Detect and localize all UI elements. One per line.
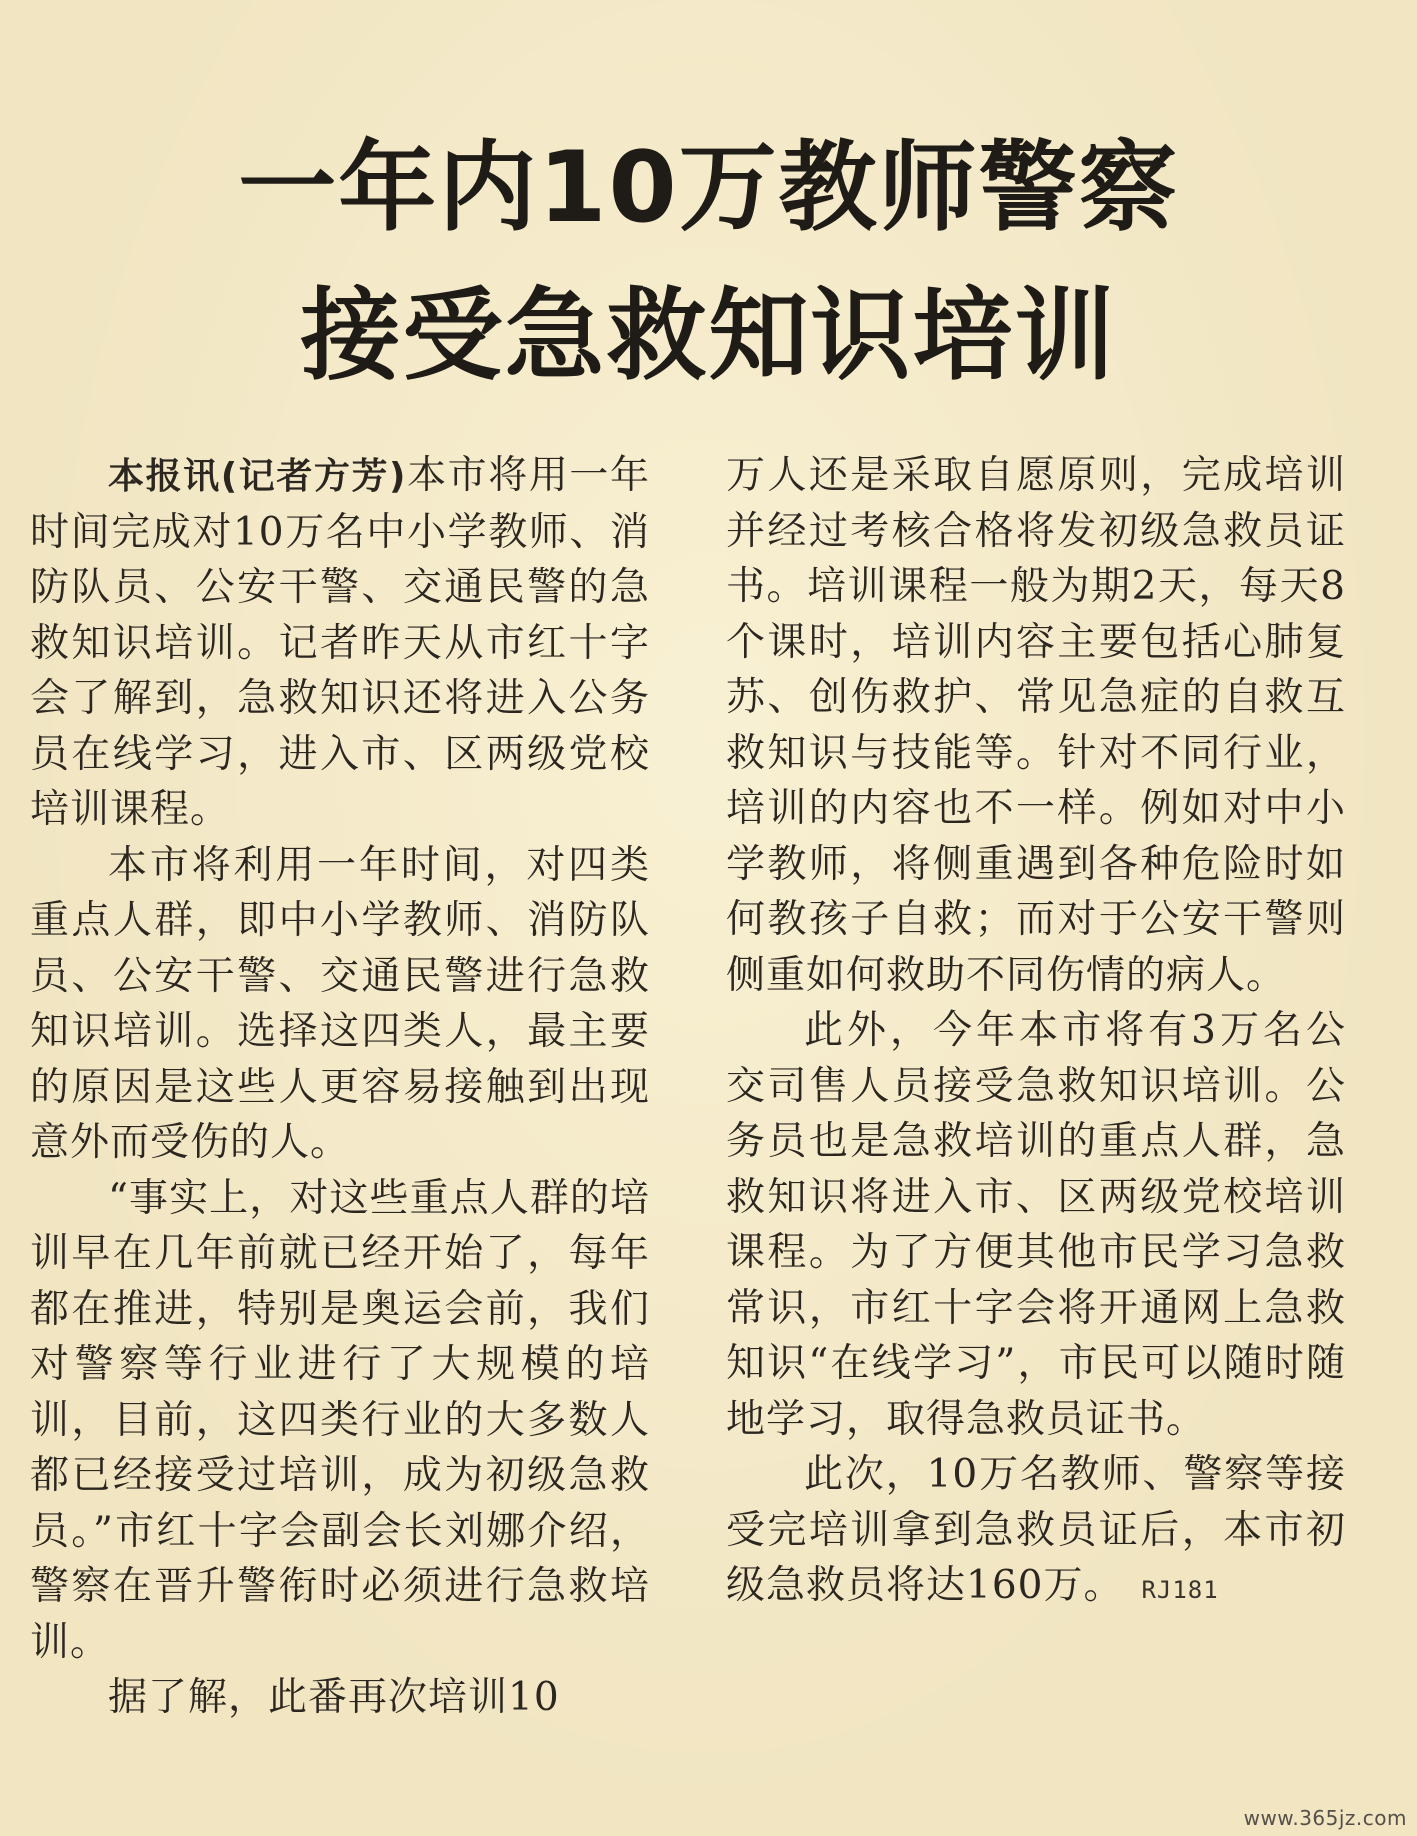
article-paragraph-4-start: 据了解，此番再次培训10 [108, 1675, 560, 1720]
article-paragraph-6 [726, 1447, 1346, 1619]
article-paragraph-1 [30, 448, 650, 838]
byline: 本报讯(记者方芳) [108, 456, 407, 497]
paragraph-6-text: 此次，10万名教师、警察等接受完培训拿到急救员证后，本市初级急救员将达160万。 [726, 1452, 1346, 1608]
editor-signature: RJ181 [1141, 1576, 1219, 1604]
watermark: www.365jz.com [1243, 1806, 1407, 1830]
headline-line-1: 一年内10万教师警察 [238, 131, 1179, 245]
article-column-left [30, 448, 650, 1726]
article-column-right [726, 448, 1346, 1619]
headline-line-2: 接受急救知识培训 [300, 277, 1117, 394]
paragraph-1-text: 本市将用一年时间完成对10万名中小学教师、消防队员、公安干警、交通民警的急救知识培训。记者昨天从市红十字会了解到，急救知识还将进入公务员在线学习，进入市、区两级党校培训课程。 [30, 453, 650, 832]
article-paragraph-4-continued: 万人还是采取自愿原则，完成培训并经过考核合格将发初级急救员证书。培训课程一般为期2天，每天8个课时，培训内容主要包括心肺复苏、创伤救护、常见急症的自救互救知识与技能等。针对不同行业，培训的内容也不一样。例如对中小学教师，将侧重遇到各种危险时如何教孩子自救；而对于公安干警则侧重如何救助不同伤情的病人。 [726, 453, 1346, 998]
article-paragraph-5: 此外，今年本市将有3万名公交司售人员接受急救知识培训。公务员也是急救培训的重点人群，急救知识将进入市、区两级党校培训课程。为了方便其他市民学习急救常识，市红十字会将开通网上急救知识“在线学习”，市民可以随时随地学习，取得急救员证书。 [726, 1008, 1346, 1442]
article-paragraph-3: “事实上，对这些重点人群的培训早在几年前就已经开始了，每年都在推进，特别是奥运会前，我们对警察等行业进行了大规模的培训，目前，这四类行业的大多数人都已经接受过培训，成为初级急救员。”市红十字会副会长刘娜介绍，警察在晋升警衔时必须进行急救培训。 [30, 1175, 650, 1665]
article-paragraph-2: 本市将利用一年时间，对四类重点人群，即中小学教师、消防队员、公安干警、交通民警进行急救知识培训。选择这四类人，最主要的原因是这些人更容易接触到出现意外而受伤的人。 [30, 842, 650, 1165]
